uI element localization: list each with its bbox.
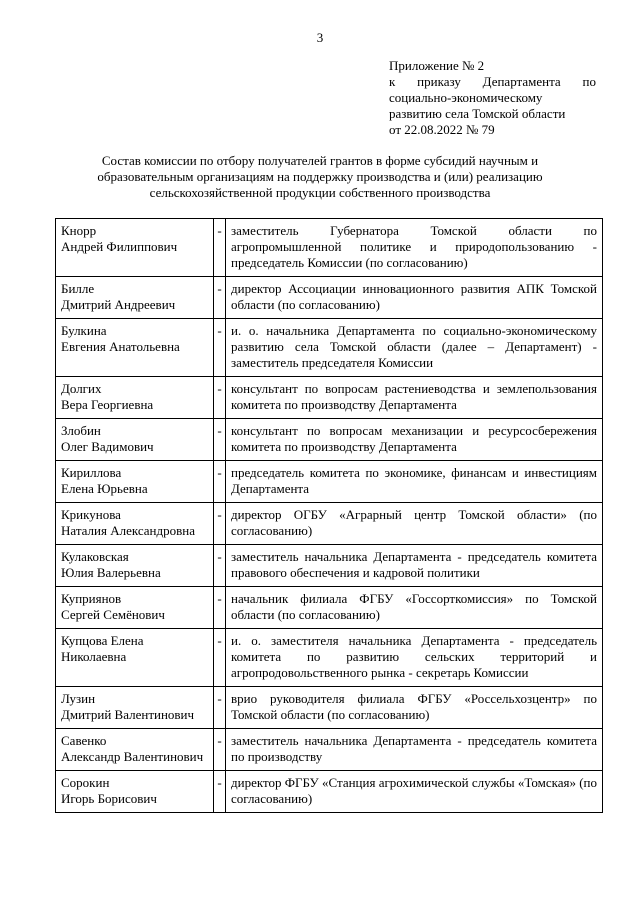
dash-separator: -: [214, 377, 226, 419]
member-role: заместитель начальника Департамента - председатель комитета правового обеспечения и кадровой политики: [226, 545, 603, 587]
member-role: консультант по вопросам растениеводства и землепользования комитета по производству Департамента: [226, 377, 603, 419]
member-surname: Булкина: [61, 323, 107, 338]
title-line: сельскохозяйственной продукции собственного производства: [149, 185, 491, 200]
member-name: [56, 219, 214, 277]
member-given-name: Юлия Валерьевна: [61, 565, 161, 580]
dash-separator: -: [214, 687, 226, 729]
table-row: [56, 729, 603, 771]
member-given-name: Наталия Александровна: [61, 523, 195, 538]
member-surname: Долгих: [61, 381, 102, 396]
member-name: [56, 461, 214, 503]
member-role: директор ФГБУ «Станция агрохимической службы «Томская» (по согласованию): [226, 771, 603, 813]
member-role: заместитель Губернатора Томской области по агропромышленной политике и природопользованию - председатель Комиссии (по согласованию): [226, 219, 603, 277]
member-given-name: Евгения Анатольевна: [61, 339, 180, 354]
member-name: [56, 319, 214, 377]
member-given-name: Дмитрий Валентинович: [61, 707, 195, 722]
member-name: [56, 587, 214, 629]
member-given-name: Вера Георгиевна: [61, 397, 154, 412]
table-row: [56, 687, 603, 729]
appendix-line: от 22.08.2022 № 79: [389, 122, 495, 137]
member-surname: Злобин: [61, 423, 101, 438]
dash-separator: -: [214, 419, 226, 461]
dash-separator: -: [214, 219, 226, 277]
dash-separator: -: [214, 319, 226, 377]
document-title: [60, 153, 580, 201]
appendix-line: к приказу Департамента по: [389, 74, 596, 89]
member-surname: Сорокин: [61, 775, 110, 790]
table-row: [56, 545, 603, 587]
page-number: 3: [316, 30, 324, 45]
member-name: [56, 419, 214, 461]
member-name: [56, 277, 214, 319]
table-row: [56, 277, 603, 319]
commission-table: [55, 218, 603, 813]
dash-separator: -: [214, 461, 226, 503]
member-surname: Лузин: [61, 691, 96, 706]
member-name: [56, 545, 214, 587]
dash-separator: -: [214, 545, 226, 587]
member-role: председатель комитета по экономике, финансам и инвестициям Департамента: [226, 461, 603, 503]
member-given-name: Николаевна: [61, 649, 127, 664]
appendix-line: Приложение № 2: [389, 58, 485, 73]
title-line: образовательным организациям на поддержку производства и (или) реализацию: [97, 169, 543, 184]
member-given-name: Олег Вадимович: [61, 439, 154, 454]
member-role: и. о. заместителя начальника Департамента - председатель комитета по развитию сельских территорий и агропродовольственного рынка - секретарь Комиссии: [226, 629, 603, 687]
appendix-block: [389, 58, 596, 138]
member-surname: Кириллова: [61, 465, 122, 480]
member-given-name: Александр Валентинович: [61, 749, 204, 764]
dash-separator: -: [214, 771, 226, 813]
dash-separator: -: [214, 277, 226, 319]
member-given-name: Дмитрий Андреевич: [61, 297, 176, 312]
table-row: [56, 319, 603, 377]
member-given-name: Елена Юрьевна: [61, 481, 148, 496]
table-row: [56, 629, 603, 687]
title-line: Состав комиссии по отбору получателей грантов в форме субсидий научным и: [101, 153, 539, 168]
member-surname: Кулаковская: [61, 549, 129, 564]
member-role: директор Ассоциации инновационного развития АПК Томской области (по согласованию): [226, 277, 603, 319]
table-row: [56, 377, 603, 419]
member-name: [56, 687, 214, 729]
member-name: [56, 503, 214, 545]
table-row: [56, 419, 603, 461]
member-surname: Куприянов: [61, 591, 122, 606]
member-role: начальник филиала ФГБУ «Госсорткомиссия» по Томской области (по согласованию): [226, 587, 603, 629]
dash-separator: -: [214, 729, 226, 771]
member-role: директор ОГБУ «Аграрный центр Томской области» (по согласованию): [226, 503, 603, 545]
member-given-name: Игорь Борисович: [61, 791, 157, 806]
table-row: [56, 461, 603, 503]
member-role: и. о. начальника Департамента по социально-экономическому развитию села Томской области (далее – Департамент) - заместитель председателя Комиссии: [226, 319, 603, 377]
member-surname: Билле: [61, 281, 95, 296]
member-surname: Савенко: [61, 733, 107, 748]
member-role: консультант по вопросам механизации и ресурсосбережения комитета по производству Департамента: [226, 419, 603, 461]
member-surname: Кнорр: [61, 223, 97, 238]
dash-separator: -: [214, 503, 226, 545]
member-name: [56, 729, 214, 771]
dash-separator: -: [214, 587, 226, 629]
dash-separator: -: [214, 629, 226, 687]
member-surname: Крикунова: [61, 507, 121, 522]
table-row: [56, 771, 603, 813]
member-role: врио руководителя филиала ФГБУ «Россельхозцентр» по Томской области (по согласованию): [226, 687, 603, 729]
member-given-name: Андрей Филиппович: [61, 239, 178, 254]
table-row: [56, 587, 603, 629]
table-row: [56, 219, 603, 277]
member-given-name: Сергей Семёнович: [61, 607, 165, 622]
table-row: [56, 503, 603, 545]
member-role: заместитель начальника Департамента - председатель комитета по производству: [226, 729, 603, 771]
member-name: [56, 629, 214, 687]
appendix-line: развитию села Томской области: [389, 106, 566, 121]
member-name: [56, 771, 214, 813]
appendix-line: социально-экономическому: [389, 90, 543, 105]
member-name: [56, 377, 214, 419]
member-surname: Купцова Елена: [61, 633, 144, 648]
